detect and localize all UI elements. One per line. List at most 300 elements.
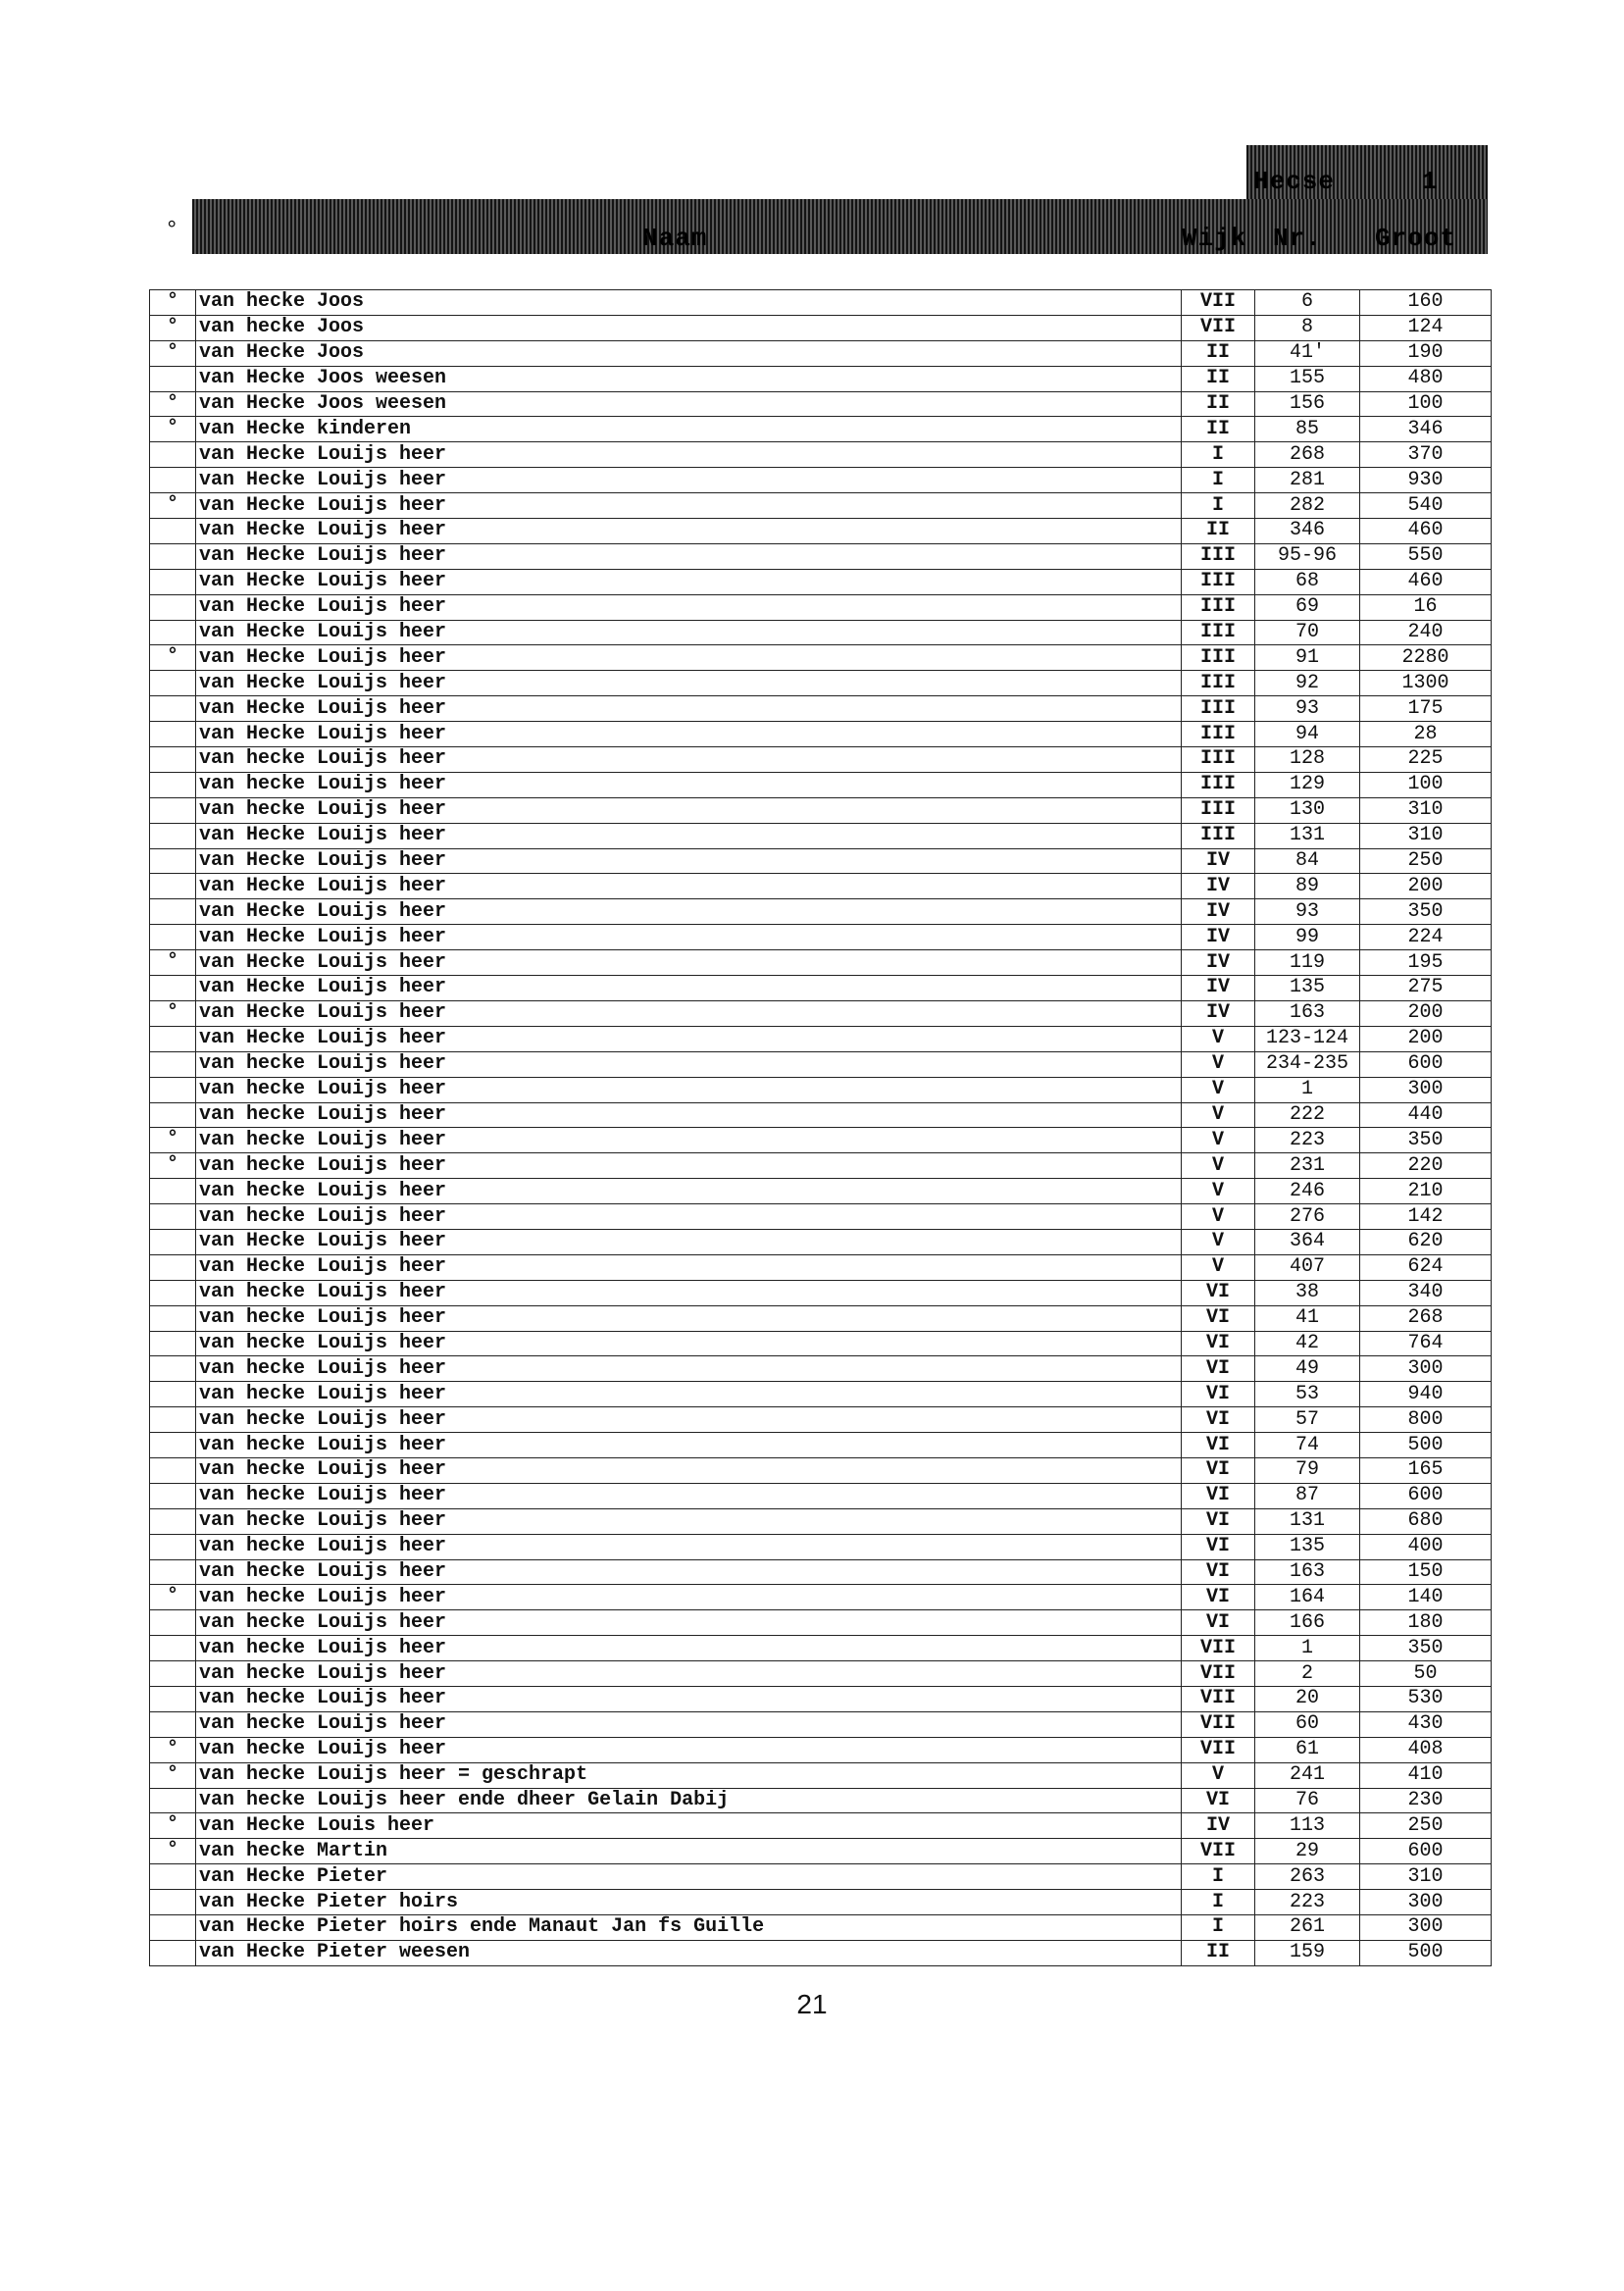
row-name: van Hecke Louijs heer (196, 493, 1182, 519)
row-nr: 85 (1255, 417, 1360, 442)
table-row (150, 1839, 1492, 1864)
row-wijk: III (1182, 722, 1255, 747)
row-wijk: II (1182, 366, 1255, 391)
row-nr: 364 (1255, 1229, 1360, 1254)
row-name: van hecke Louijs heer (196, 1636, 1182, 1661)
row-groot: 430 (1360, 1711, 1492, 1737)
table-row (150, 315, 1492, 340)
row-name: van hecke Joos (196, 315, 1182, 340)
row-mark (150, 1204, 196, 1230)
row-mark (150, 594, 196, 620)
row-groot: 408 (1360, 1737, 1492, 1762)
row-name: van hecke Louijs heer (196, 1305, 1182, 1331)
row-nr: 99 (1255, 925, 1360, 950)
table-row (150, 848, 1492, 874)
row-wijk: V (1182, 1077, 1255, 1102)
row-name: van hecke Louijs heer (196, 1433, 1182, 1458)
table-row (150, 417, 1492, 442)
row-groot: 28 (1360, 722, 1492, 747)
row-name: van Hecke Louijs heer (196, 874, 1182, 899)
row-mark (150, 1026, 196, 1051)
row-mark (150, 543, 196, 569)
row-name: van hecke Louijs heer (196, 1382, 1182, 1407)
row-groot: 50 (1360, 1661, 1492, 1687)
table-row (150, 391, 1492, 417)
row-groot: 224 (1360, 925, 1492, 950)
row-nr: 131 (1255, 823, 1360, 848)
row-name: van hecke Louijs heer (196, 1102, 1182, 1128)
row-mark (150, 1940, 196, 1965)
row-groot: 310 (1360, 1864, 1492, 1890)
row-wijk: I (1182, 442, 1255, 468)
row-name: van hecke Louijs heer (196, 1153, 1182, 1179)
row-mark (150, 366, 196, 391)
row-wijk: V (1182, 1102, 1255, 1128)
table-row (150, 468, 1492, 493)
row-wijk: VII (1182, 1711, 1255, 1737)
row-groot: 250 (1360, 848, 1492, 874)
row-wijk: VII (1182, 1737, 1255, 1762)
table-row (150, 925, 1492, 950)
row-nr: 57 (1255, 1407, 1360, 1433)
row-name: van Hecke Pieter hoirs ende Manaut Jan fs Guille (196, 1915, 1182, 1941)
table-row (150, 1559, 1492, 1585)
table-row (150, 1382, 1492, 1407)
row-name: van hecke Louijs heer = geschrapt (196, 1762, 1182, 1788)
row-mark (150, 747, 196, 773)
row-nr: 60 (1255, 1711, 1360, 1737)
row-mark: ° (150, 1128, 196, 1153)
table-row (150, 1000, 1492, 1026)
table-row (150, 1331, 1492, 1356)
row-mark: ° (150, 1153, 196, 1179)
table-row (150, 1407, 1492, 1433)
row-name: van hecke Martin (196, 1839, 1182, 1864)
row-groot: 350 (1360, 899, 1492, 925)
row-nr: 61 (1255, 1737, 1360, 1762)
row-mark (150, 1890, 196, 1915)
row-nr: 94 (1255, 722, 1360, 747)
row-mark: ° (150, 315, 196, 340)
table-row (150, 1051, 1492, 1077)
row-nr: 53 (1255, 1382, 1360, 1407)
row-name: van hecke Louijs heer (196, 1711, 1182, 1737)
row-mark (150, 1508, 196, 1534)
row-wijk: II (1182, 391, 1255, 417)
row-name: van Hecke Pieter (196, 1864, 1182, 1890)
row-nr: 129 (1255, 772, 1360, 797)
row-wijk: VI (1182, 1559, 1255, 1585)
row-groot: 160 (1360, 290, 1492, 316)
row-groot: 680 (1360, 1508, 1492, 1534)
row-wijk: VI (1182, 1610, 1255, 1636)
row-nr: 131 (1255, 1508, 1360, 1534)
row-groot: 200 (1360, 874, 1492, 899)
row-mark (150, 620, 196, 645)
table-row (150, 874, 1492, 899)
row-nr: 241 (1255, 1762, 1360, 1788)
header-name-label: Naam (642, 224, 708, 253)
row-wijk: IV (1182, 874, 1255, 899)
row-wijk: IV (1182, 976, 1255, 1001)
table-row (150, 1636, 1492, 1661)
row-groot: 346 (1360, 417, 1492, 442)
row-mark (150, 823, 196, 848)
table-row (150, 366, 1492, 391)
row-mark (150, 1356, 196, 1382)
row-mark (150, 1915, 196, 1941)
row-wijk: VI (1182, 1585, 1255, 1610)
header-groot-label: Groot (1375, 224, 1457, 253)
row-nr: 156 (1255, 391, 1360, 417)
row-mark (150, 1559, 196, 1585)
row-groot: 300 (1360, 1890, 1492, 1915)
row-mark (150, 1864, 196, 1890)
table-row (150, 1102, 1492, 1128)
row-wijk: III (1182, 645, 1255, 671)
row-wijk: VI (1182, 1457, 1255, 1483)
row-wijk: III (1182, 620, 1255, 645)
row-name: van Hecke Joos (196, 340, 1182, 366)
row-mark (150, 1457, 196, 1483)
row-nr: 164 (1255, 1585, 1360, 1610)
row-mark (150, 1229, 196, 1254)
row-wijk: V (1182, 1026, 1255, 1051)
row-groot: 460 (1360, 569, 1492, 594)
row-groot: 225 (1360, 747, 1492, 773)
row-nr: 282 (1255, 493, 1360, 519)
row-nr: 268 (1255, 442, 1360, 468)
row-wijk: II (1182, 1940, 1255, 1965)
table-row (150, 1940, 1492, 1965)
row-name: van hecke Louijs heer (196, 1457, 1182, 1483)
row-groot: 2280 (1360, 645, 1492, 671)
row-name: van Hecke Louijs heer (196, 671, 1182, 696)
row-groot: 140 (1360, 1585, 1492, 1610)
row-groot: 460 (1360, 519, 1492, 544)
table-row (150, 899, 1492, 925)
row-nr: 159 (1255, 1940, 1360, 1965)
row-groot: 300 (1360, 1356, 1492, 1382)
row-groot: 600 (1360, 1483, 1492, 1508)
row-wijk: IV (1182, 848, 1255, 874)
row-wijk: VI (1182, 1534, 1255, 1559)
page-number: 21 (796, 1989, 828, 2019)
row-nr: 41' (1255, 340, 1360, 366)
row-groot: 142 (1360, 1204, 1492, 1230)
table-row (150, 645, 1492, 671)
row-name: van Hecke kinderen (196, 417, 1182, 442)
row-groot: 930 (1360, 468, 1492, 493)
row-name: van hecke Louijs heer (196, 1661, 1182, 1687)
row-name: van hecke Louijs heer (196, 1051, 1182, 1077)
row-name: van hecke Louijs heer (196, 1280, 1182, 1305)
row-mark: ° (150, 950, 196, 976)
row-groot: 540 (1360, 493, 1492, 519)
row-nr: 263 (1255, 1864, 1360, 1890)
row-nr: 223 (1255, 1890, 1360, 1915)
row-wijk: III (1182, 747, 1255, 773)
row-wijk: III (1182, 569, 1255, 594)
row-wijk: III (1182, 671, 1255, 696)
register-table (149, 289, 1492, 1966)
row-groot: 200 (1360, 1026, 1492, 1051)
row-nr: 2 (1255, 1661, 1360, 1687)
row-name: van Hecke Pieter hoirs (196, 1890, 1182, 1915)
row-name: van hecke Louijs heer (196, 1737, 1182, 1762)
table-row (150, 1128, 1492, 1153)
row-nr: 20 (1255, 1686, 1360, 1711)
row-groot: 800 (1360, 1407, 1492, 1433)
header-parish-label: Hecse (1253, 167, 1336, 196)
row-name: van Hecke Louijs heer (196, 823, 1182, 848)
row-nr: 68 (1255, 569, 1360, 594)
table-row (150, 1026, 1492, 1051)
row-mark: ° (150, 1839, 196, 1864)
table-row (150, 1890, 1492, 1915)
row-nr: 155 (1255, 366, 1360, 391)
row-groot: 400 (1360, 1534, 1492, 1559)
table-row (150, 1585, 1492, 1610)
table-row (150, 1610, 1492, 1636)
table-row (150, 823, 1492, 848)
row-groot: 175 (1360, 696, 1492, 722)
row-nr: 128 (1255, 747, 1360, 773)
row-name: van Hecke Louijs heer (196, 620, 1182, 645)
row-nr: 87 (1255, 1483, 1360, 1508)
row-wijk: I (1182, 1915, 1255, 1941)
row-wijk: III (1182, 696, 1255, 722)
row-name: van Hecke Pieter weesen (196, 1940, 1182, 1965)
header-nr-label: Nr. (1273, 224, 1322, 253)
row-mark (150, 1636, 196, 1661)
row-name: van Hecke Louijs heer (196, 468, 1182, 493)
row-mark (150, 442, 196, 468)
row-wijk: VII (1182, 290, 1255, 316)
row-name: van Hecke Louijs heer (196, 950, 1182, 976)
row-wijk: VII (1182, 1686, 1255, 1711)
row-mark (150, 1077, 196, 1102)
table-row (150, 1356, 1492, 1382)
row-mark (150, 696, 196, 722)
row-mark (150, 671, 196, 696)
row-name: van Hecke Louijs heer (196, 848, 1182, 874)
row-name: van Hecke Louijs heer (196, 1000, 1182, 1026)
table-row (150, 1534, 1492, 1559)
row-nr: 29 (1255, 1839, 1360, 1864)
table-row (150, 747, 1492, 773)
row-mark: ° (150, 645, 196, 671)
row-groot: 100 (1360, 772, 1492, 797)
row-mark (150, 925, 196, 950)
row-groot: 350 (1360, 1128, 1492, 1153)
row-name: van Hecke Louijs heer (196, 594, 1182, 620)
row-name: van Hecke Louijs heer (196, 442, 1182, 468)
row-wijk: V (1182, 1762, 1255, 1788)
table-row (150, 1305, 1492, 1331)
row-groot: 210 (1360, 1179, 1492, 1204)
row-wijk: III (1182, 797, 1255, 823)
row-name: van Hecke Louis heer (196, 1813, 1182, 1839)
row-nr: 246 (1255, 1179, 1360, 1204)
table-row (150, 1153, 1492, 1179)
row-nr: 135 (1255, 1534, 1360, 1559)
row-name: van Hecke Louijs heer (196, 519, 1182, 544)
row-name: van hecke Louijs heer (196, 1610, 1182, 1636)
table-row (150, 1661, 1492, 1687)
table-row (150, 1254, 1492, 1280)
row-wijk: IV (1182, 925, 1255, 950)
table-row (150, 442, 1492, 468)
row-nr: 93 (1255, 899, 1360, 925)
row-nr: 38 (1255, 1280, 1360, 1305)
row-wijk: II (1182, 519, 1255, 544)
row-wijk: I (1182, 493, 1255, 519)
row-nr: 42 (1255, 1331, 1360, 1356)
header-wijk-label: Wijk (1182, 224, 1247, 253)
row-nr: 92 (1255, 671, 1360, 696)
row-groot: 310 (1360, 823, 1492, 848)
table-row (150, 519, 1492, 544)
row-groot: 300 (1360, 1915, 1492, 1941)
row-mark (150, 722, 196, 747)
row-nr: 346 (1255, 519, 1360, 544)
row-mark: ° (150, 1737, 196, 1762)
row-mark: ° (150, 1762, 196, 1788)
row-name: van Hecke Joos weesen (196, 391, 1182, 417)
row-nr: 6 (1255, 290, 1360, 316)
row-mark (150, 848, 196, 874)
row-mark (150, 1433, 196, 1458)
row-wijk: VI (1182, 1788, 1255, 1813)
row-wijk: V (1182, 1254, 1255, 1280)
row-groot: 230 (1360, 1788, 1492, 1813)
row-mark: ° (150, 340, 196, 366)
row-wijk: V (1182, 1179, 1255, 1204)
row-mark (150, 1102, 196, 1128)
row-groot: 764 (1360, 1331, 1492, 1356)
row-name: van Hecke Louijs heer (196, 1229, 1182, 1254)
row-name: van Hecke Louijs heer (196, 645, 1182, 671)
row-groot: 624 (1360, 1254, 1492, 1280)
row-nr: 1 (1255, 1636, 1360, 1661)
row-name: van hecke Louijs heer (196, 1483, 1182, 1508)
row-mark (150, 1051, 196, 1077)
row-nr: 1 (1255, 1077, 1360, 1102)
row-mark: ° (150, 493, 196, 519)
row-name: van hecke Louijs heer (196, 1356, 1182, 1382)
register-table-body (150, 290, 1492, 1966)
row-wijk: V (1182, 1229, 1255, 1254)
table-row (150, 1915, 1492, 1941)
row-nr: 276 (1255, 1204, 1360, 1230)
row-mark: ° (150, 1585, 196, 1610)
row-name: van Hecke Louijs heer (196, 899, 1182, 925)
row-groot: 195 (1360, 950, 1492, 976)
row-groot: 370 (1360, 442, 1492, 468)
row-nr: 261 (1255, 1915, 1360, 1941)
row-nr: 407 (1255, 1254, 1360, 1280)
row-mark (150, 1407, 196, 1433)
row-wijk: V (1182, 1153, 1255, 1179)
row-name: van hecke Louijs heer (196, 772, 1182, 797)
row-groot: 310 (1360, 797, 1492, 823)
table-row (150, 1077, 1492, 1102)
row-nr: 41 (1255, 1305, 1360, 1331)
row-nr: 49 (1255, 1356, 1360, 1382)
row-mark (150, 1483, 196, 1508)
row-name: van hecke Louijs heer (196, 1331, 1182, 1356)
table-row (150, 594, 1492, 620)
row-name: van Hecke Louijs heer (196, 569, 1182, 594)
table-row (150, 1686, 1492, 1711)
row-nr: 84 (1255, 848, 1360, 874)
table-row (150, 620, 1492, 645)
table-row (150, 1433, 1492, 1458)
row-nr: 163 (1255, 1559, 1360, 1585)
row-groot: 600 (1360, 1051, 1492, 1077)
row-nr: 93 (1255, 696, 1360, 722)
row-wijk: VI (1182, 1508, 1255, 1534)
row-nr: 166 (1255, 1610, 1360, 1636)
row-wijk: III (1182, 823, 1255, 848)
table-row (150, 696, 1492, 722)
row-mark (150, 1254, 196, 1280)
row-wijk: V (1182, 1204, 1255, 1230)
row-name: van Hecke Louijs heer (196, 1026, 1182, 1051)
row-groot: 150 (1360, 1559, 1492, 1585)
row-name: van hecke Louijs heer (196, 797, 1182, 823)
row-groot: 100 (1360, 391, 1492, 417)
table-row (150, 722, 1492, 747)
row-mark (150, 1534, 196, 1559)
row-wijk: VI (1182, 1483, 1255, 1508)
row-groot: 124 (1360, 315, 1492, 340)
row-wijk: I (1182, 468, 1255, 493)
row-nr: 70 (1255, 620, 1360, 645)
row-wijk: VII (1182, 1839, 1255, 1864)
row-nr: 234-235 (1255, 1051, 1360, 1077)
table-row (150, 1508, 1492, 1534)
row-nr: 130 (1255, 797, 1360, 823)
table-row (150, 1788, 1492, 1813)
row-wijk: VII (1182, 315, 1255, 340)
row-nr: 69 (1255, 594, 1360, 620)
row-wijk: VI (1182, 1382, 1255, 1407)
row-wijk: VI (1182, 1407, 1255, 1433)
row-name: van Hecke Louijs heer (196, 1254, 1182, 1280)
row-mark (150, 1305, 196, 1331)
row-name: van hecke Joos (196, 290, 1182, 316)
header-parish-code: 1 (1422, 167, 1439, 196)
row-groot: 500 (1360, 1433, 1492, 1458)
row-groot: 240 (1360, 620, 1492, 645)
row-groot: 200 (1360, 1000, 1492, 1026)
row-groot: 530 (1360, 1686, 1492, 1711)
row-nr: 76 (1255, 1788, 1360, 1813)
row-mark (150, 899, 196, 925)
table-row (150, 1204, 1492, 1230)
row-nr: 79 (1255, 1457, 1360, 1483)
row-groot: 190 (1360, 340, 1492, 366)
row-groot: 940 (1360, 1382, 1492, 1407)
table-row (150, 493, 1492, 519)
row-groot: 500 (1360, 1940, 1492, 1965)
row-name: van hecke Louijs heer (196, 1686, 1182, 1711)
row-mark (150, 1280, 196, 1305)
row-mark (150, 1382, 196, 1407)
row-groot: 440 (1360, 1102, 1492, 1128)
